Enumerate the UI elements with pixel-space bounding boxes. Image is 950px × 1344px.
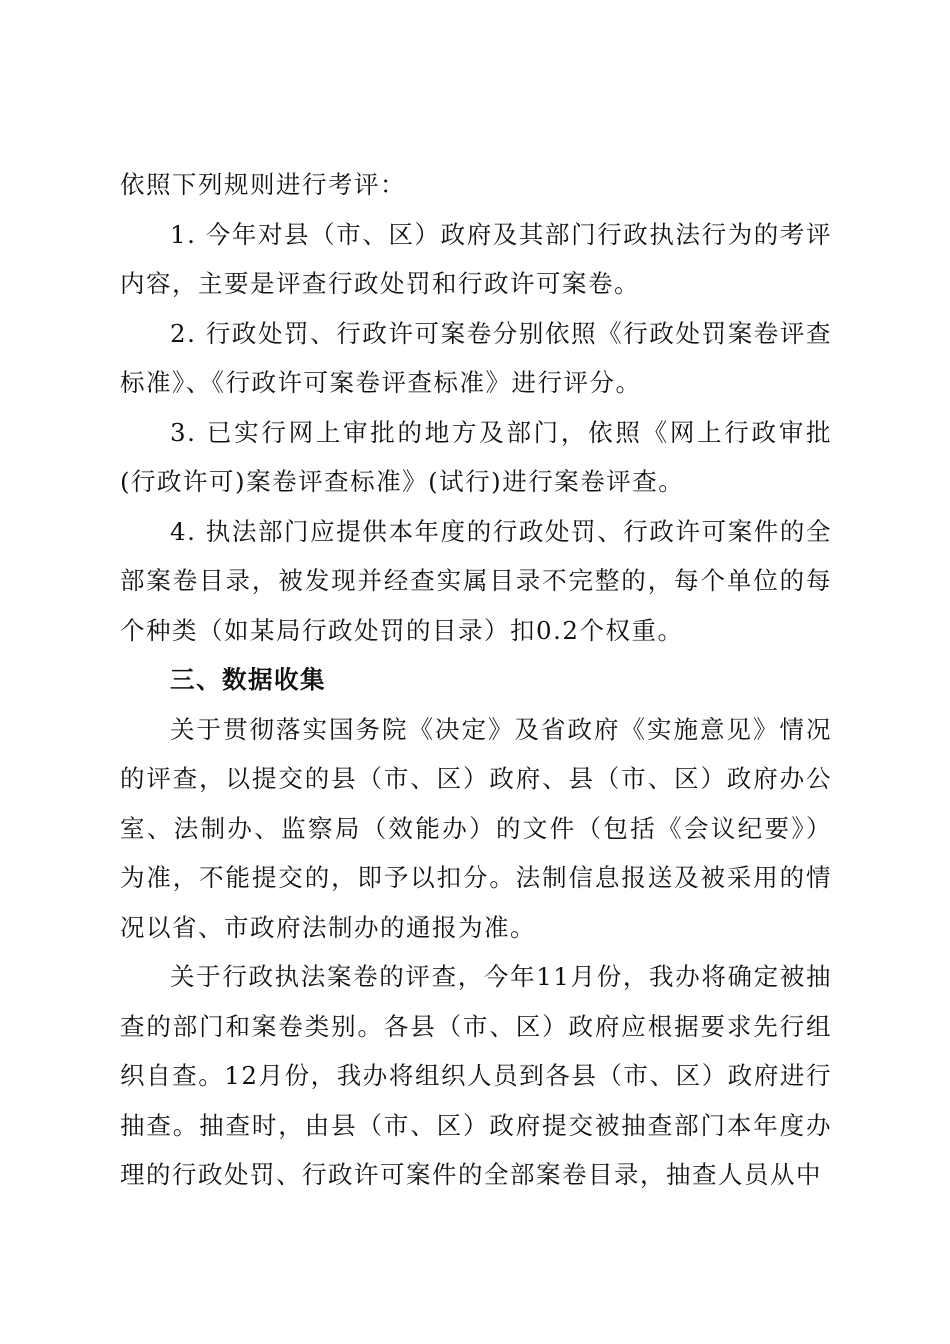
intro-paragraph: 依照下列规则进行考评： — [120, 170, 406, 199]
rule-item-1: 1. 今年对县（市、区）政府及其部门行政执法行为的考评内容，主要是评查行政处罚和行政许可案卷。 — [120, 219, 832, 298]
body-paragraph-2: 关于行政执法案卷的评查，今年11月份，我办将确定被抽查的部门和案卷类别。各县（市、区）政府应根据要求先行组织自查。12月份，我办将组织人员到各县（市、区）政府进行抽查。抽查时，由县（市、区）政府提交被抽查部门本年度办理的行政处罚、行政许可案件的全部案卷目录，抽查人员从中 — [120, 962, 832, 1189]
body-paragraph-1: 关于贯彻落实国务院《决定》及省政府《实施意见》情况的评查，以提交的县（市、区）政府、县（市、区）政府办公室、法制办、监察局（效能办）的文件（包括《会议纪要》）为准，不能提交的，即予以扣分。法制信息报送及被采用的情况以省、市政府法制办的通报为准。 — [120, 714, 832, 942]
section-heading: 三、数据收集 — [170, 665, 326, 694]
rule-item-2: 2. 行政处罚、行政许可案卷分别依照《行政处罚案卷评查标准》、《行政许可案卷评查标准》进行评分。 — [120, 318, 832, 397]
rule-item-3: 3. 已实行网上审批的地方及部门，依照《网上行政审批(行政许可)案卷评查标准》(试行)进行案卷评查。 — [120, 417, 832, 496]
document-body — [120, 160, 832, 1200]
rule-item-4: 4. 执法部门应提供本年度的行政处罚、行政许可案件的全部案卷目录，被发现并经查实属目录不完整的，每个单位的每个种类（如某局行政处罚的目录）扣0.2个权重。 — [120, 516, 832, 645]
